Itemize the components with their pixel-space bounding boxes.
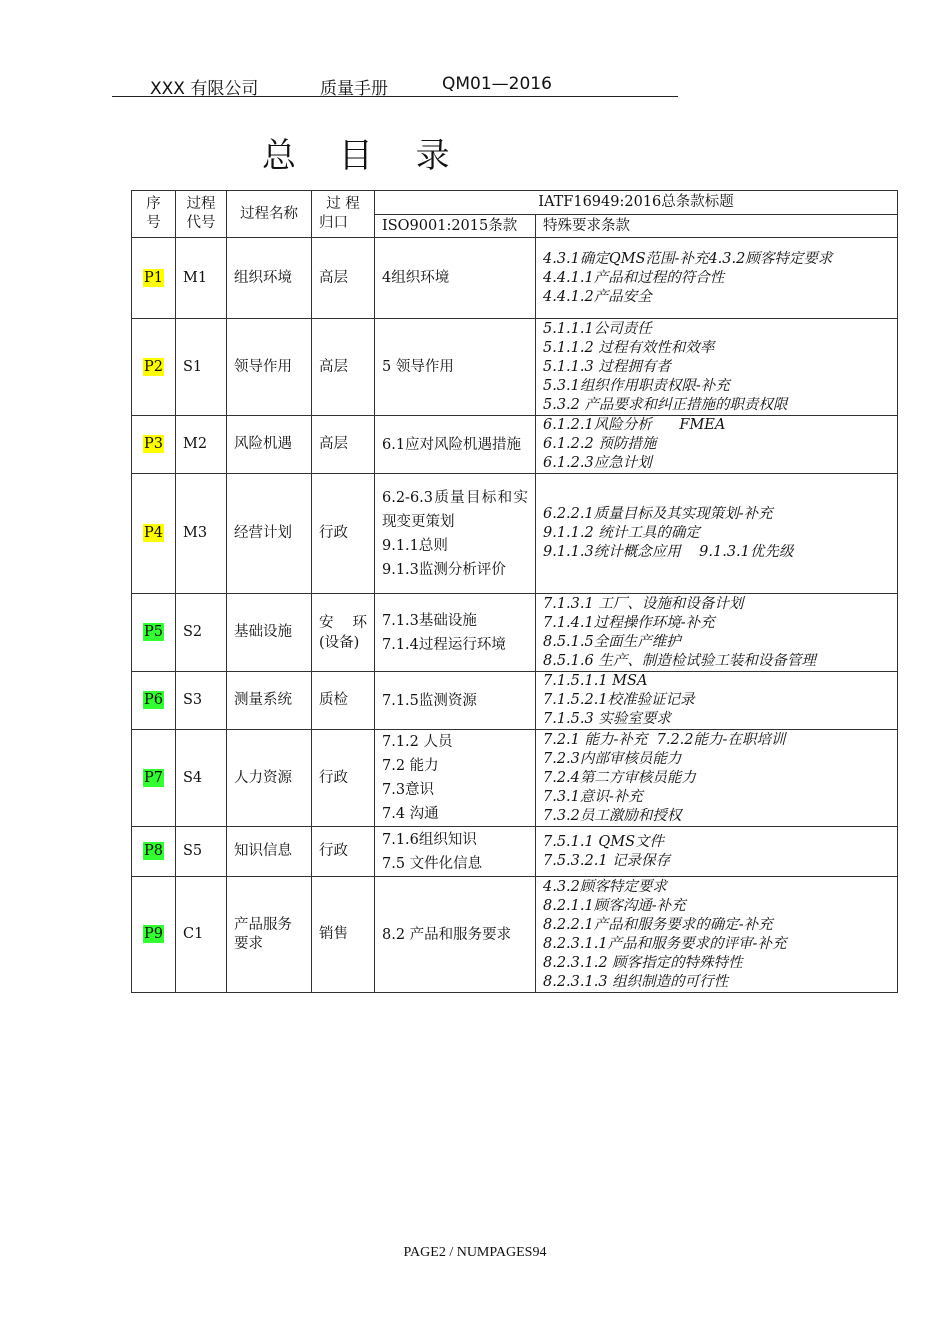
row-code: S3 bbox=[176, 672, 227, 730]
row-special: 7.1.3.1 工厂、设施和设备计划 7.1.4.1过程操作环境-补充 8.5.1.5全面生产维护 8.5.1.6 生产、制造检试验工装和设备管理 bbox=[536, 594, 898, 672]
row-owner: 行政 bbox=[312, 474, 375, 594]
table-row bbox=[132, 730, 898, 827]
header-doc-code: QM01—2016 bbox=[442, 74, 552, 94]
row-iso: 7.1.2 人员 7.2 能力 7.3意识 7.4 沟通 bbox=[375, 730, 536, 827]
header-company: XXX 有限公司 bbox=[150, 79, 259, 99]
row-iso: 6.1应对风险机遇措施 bbox=[375, 416, 536, 474]
header-proc-name: 过程名称 bbox=[227, 191, 312, 238]
row-name: 基础设施 bbox=[227, 594, 312, 672]
row-seq: P8 bbox=[132, 827, 176, 877]
row-special: 7.2.1 能力-补充 7.2.2能力-在职培训 7.2.3内部审核员能力 7.2.4第二方审核员能力 7.3.1意识-补充 7.3.2员工激励和授权 bbox=[536, 730, 898, 827]
table-row bbox=[132, 238, 898, 319]
row-code: S4 bbox=[176, 730, 227, 827]
page-title: 总 目 录 bbox=[262, 136, 466, 176]
row-special: 4.3.1确定QMS范围-补充4.3.2顾客特定要求 4.4.1.1产品和过程的符合性 4.4.1.2产品安全 bbox=[536, 238, 898, 319]
table-row bbox=[132, 827, 898, 877]
row-special: 6.2.2.1质量目标及其实现策划-补充 9.1.1.2 统计工具的确定 9.1.1.3统计概念应用 9.1.3.1优先级 bbox=[536, 474, 898, 594]
row-code: M1 bbox=[176, 238, 227, 319]
table-header-row bbox=[132, 191, 898, 215]
row-seq: P3 bbox=[132, 416, 176, 474]
row-owner: 高层 bbox=[312, 319, 375, 416]
header-iatf-title: IATF16949:2016总条款标题 bbox=[375, 191, 898, 215]
row-code: M3 bbox=[176, 474, 227, 594]
row-seq: P7 bbox=[132, 730, 176, 827]
row-owner: 高层 bbox=[312, 416, 375, 474]
row-name: 领导作用 bbox=[227, 319, 312, 416]
row-special: 7.1.5.1.1 MSA 7.1.5.2.1校准验证记录 7.1.5.3 实验室要求 bbox=[536, 672, 898, 730]
table-row bbox=[132, 474, 898, 594]
row-iso: 7.1.3基础设施 7.1.4过程运行环境 bbox=[375, 594, 536, 672]
row-owner: 行政 bbox=[312, 827, 375, 877]
row-special: 7.5.1.1 QMS文件 7.5.3.2.1 记录保存 bbox=[536, 827, 898, 877]
row-iso: 7.1.6组织知识 7.5 文件化信息 bbox=[375, 827, 536, 877]
page-footer: PAGE2 / NUMPAGES94 bbox=[403, 1245, 547, 1260]
row-owner: 行政 bbox=[312, 730, 375, 827]
row-owner: 质检 bbox=[312, 672, 375, 730]
row-seq: P1 bbox=[132, 238, 176, 319]
row-seq: P5 bbox=[132, 594, 176, 672]
row-name: 知识信息 bbox=[227, 827, 312, 877]
table-row bbox=[132, 672, 898, 730]
row-special: 5.1.1.1公司责任 5.1.1.2 过程有效性和效率 5.1.1.3 过程拥有者 5.3.1组织作用职责权限-补充 5.3.2 产品要求和纠正措施的职责权限 bbox=[536, 319, 898, 416]
row-name: 风险机遇 bbox=[227, 416, 312, 474]
row-iso: 7.1.5监测资源 bbox=[375, 672, 536, 730]
header-manual: 质量手册 bbox=[320, 79, 388, 99]
row-name: 经营计划 bbox=[227, 474, 312, 594]
header-proc-code: 过程 代号 bbox=[176, 191, 227, 238]
row-code: M2 bbox=[176, 416, 227, 474]
row-special: 4.3.2顾客特定要求 8.2.1.1顾客沟通-补充 8.2.2.1产品和服务要求的确定-补充 8.2.3.1.1产品和服务要求的评审-补充 8.2.3.1.2 顾客指定的特殊特性 8.2.3.1.3 组织制造的可行性 bbox=[536, 877, 898, 993]
row-seq: P6 bbox=[132, 672, 176, 730]
toc-table bbox=[131, 190, 898, 993]
table-row bbox=[132, 416, 898, 474]
row-name: 测量系统 bbox=[227, 672, 312, 730]
table-row bbox=[132, 319, 898, 416]
row-owner: 高层 bbox=[312, 238, 375, 319]
row-seq: P9 bbox=[132, 877, 176, 993]
row-code: S1 bbox=[176, 319, 227, 416]
header-owner: 过 程 归口 bbox=[312, 191, 375, 238]
row-owner: 销售 bbox=[312, 877, 375, 993]
row-iso: 5 领导作用 bbox=[375, 319, 536, 416]
row-name: 人力资源 bbox=[227, 730, 312, 827]
row-code: S2 bbox=[176, 594, 227, 672]
row-seq: P2 bbox=[132, 319, 176, 416]
page-header bbox=[112, 74, 678, 97]
row-name: 产品服务要求 bbox=[227, 877, 312, 993]
table-row bbox=[132, 877, 898, 993]
row-owner: 安环(设备) bbox=[312, 594, 375, 672]
header-iso-clause: ISO9001:2015条款 bbox=[375, 215, 536, 238]
row-iso: 8.2 产品和服务要求 bbox=[375, 877, 536, 993]
row-iso: 4组织环境 bbox=[375, 238, 536, 319]
header-special-clause: 特殊要求条款 bbox=[536, 215, 898, 238]
row-iso: 6.2-6.3质量目标和实现变更策划 9.1.1总则 9.1.3监测分析评价 bbox=[375, 474, 536, 594]
header-seq: 序 号 bbox=[132, 191, 176, 238]
row-special: 6.1.2.1风险分析 FMEA 6.1.2.2 预防措施 6.1.2.3应急计划 bbox=[536, 416, 898, 474]
row-code: C1 bbox=[176, 877, 227, 993]
row-name: 组织环境 bbox=[227, 238, 312, 319]
row-code: S5 bbox=[176, 827, 227, 877]
table-row bbox=[132, 594, 898, 672]
row-seq: P4 bbox=[132, 474, 176, 594]
